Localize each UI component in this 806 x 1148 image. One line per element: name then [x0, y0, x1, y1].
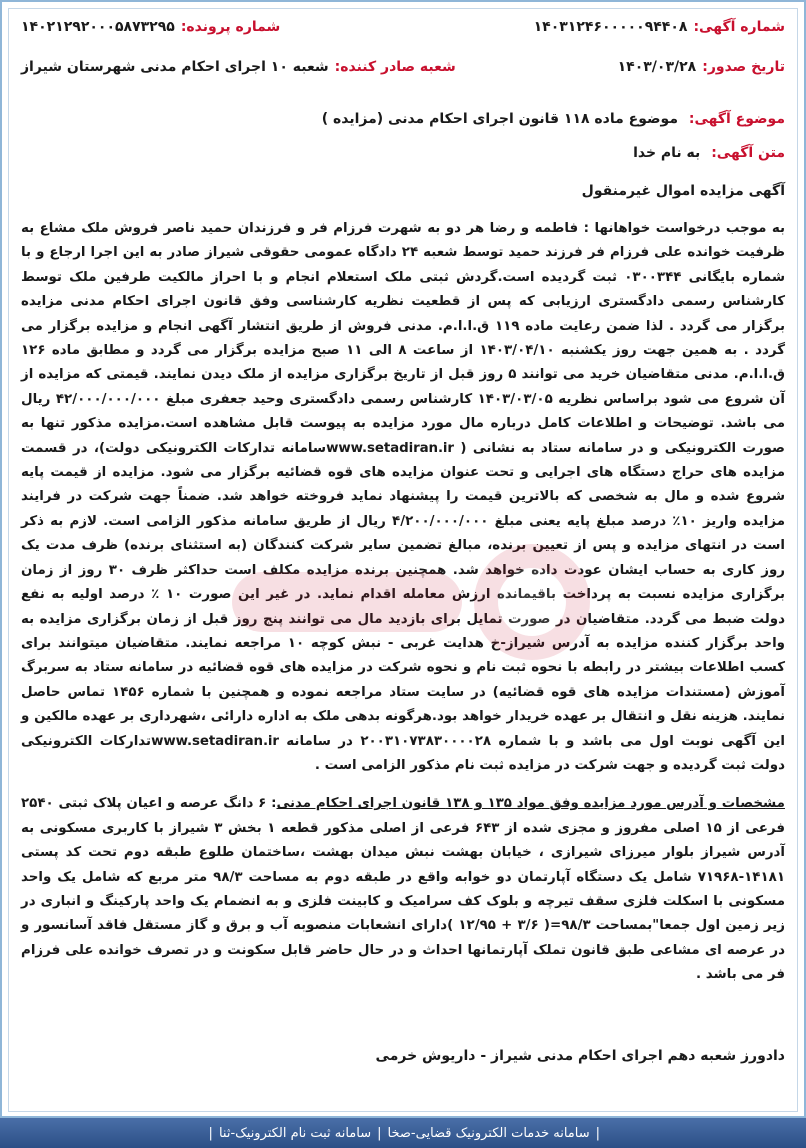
case-number-value: ۱۴۰۲۱۲۹۲۰۰۰۵۸۷۳۲۹۵	[21, 19, 175, 35]
subject-row	[21, 109, 785, 129]
property-spec-heading: مشخصات و آدرس مورد مزایده وفق مواد ۱۳۵ و ۱۳۸ قانون اجرای احکام مدنی	[276, 796, 785, 812]
issuer-label: شعبه صادر کننده:	[334, 59, 456, 75]
case-number	[21, 19, 280, 35]
issuer-value: شعبه ۱۰ اجرای احکام مدنی شهرستان شیراز	[21, 59, 329, 75]
footer-separator: |	[377, 1125, 382, 1141]
header-row-2	[21, 59, 785, 99]
property-spec	[21, 792, 785, 987]
text-intro-label: متن آگهی:	[711, 145, 785, 161]
header-row-1	[21, 19, 785, 59]
notice-body: به موجب درخواست خواهانها : فاطمه و رضا هر دو به شهرت فرزام فر و فرزندان حمید ناصر فروش ملک مشاع به ظرفیت خوانده علی فرزام فر فرزند حمید توسط شعبه ۲۴ دادگاه عمومی حقوقی شیراز صادر به این اجرا ارجاع و با شماره بایگانی ۰۳۰۰۳۴۴ ثبت گردیده است.گردش ثبتی ملک استعلام انجام و با احراز مالکیت طرفین ملک توسط کارشناس رسمی دادگستری ارزیابی که پس از قطعیت نظریه کارشناسی وفق قانون اجرای احکام مدنی مزایده برگزار می گردد . لذا ضمن رعایت ماده ۱۱۹ ق.ا.ا.م. مدنی فروش از طریق انتشار آگهی انجام و مزایده برگزار می گردد . به همین جهت روز یکشنبه ۱۴۰۳/۰۴/۱۰ از ساعت ۸ الی ۱۱ صبح مزایده برگزار می گردد و مطابق ماده ۱۲۶ ق.ا.ا.م. مدنی متقاضیان خرید می توانند ۵ روز قبل از تاریخ برگزاری مزایده از ملک دیدن نمایند. قیمتی که مزایده از آن شروع می شود براساس نظریه ۱۴۰۳/۰۳/۰۵ کارشناس رسمی دادگستری وحید جعفری مبلغ ۴۲/۰۰۰/۰۰۰/۰۰۰ ریال می باشد. توضیحات و اطلاعات کامل درباره مال مورد مزایده به پیوست قابل مشاهده است.مزایده مذکور تنها به صورت الکترونیکی و در سامانه ستاد به نشانی ( www.setadiran.irسامانه تدارکات الکترونیکی دولت)، در قسمت مزایده های حراج دستگاه های اجرایی و تحت عنوان مزایده های قوه قضائیه برگزار می شود. مزایده از قیمت پایه شروع شده و مال به شخصی که بالاترین قیمت را پیشنهاد نماید فروخته خواهد شد. ضمناً جهت شرکت در فرایند مزایده واریز ۱۰٪ درصد مبلغ پایه یعنی مبلغ ۴/۲۰۰/۰۰۰/۰۰۰ ریال از طریق سامانه مذکور الزامی است. لازم به ذکر است در انتهای مزایده و پس از تعیین برنده، مبالغ تضمین سایر شرکت کنندگان (به استثنای برنده) ظرف مدت یک روز کاری به حساب ایشان عودت داده خواهد شد. همچنین برنده مزایده مکلف است حداکثر ظرف ۳۰ روز از زمان برگزاری مزایده نسبت به پرداخت باقیمانده ارزش معامله اقدام نماید. در غیر این صورت ۱۰ ٪ درصد اولیه به نفع دولت ضبط می گردد. متقاضیان در صورت تمایل برای بازدید مال می توانند پنج روز قبل از زمان برگزاری مزایده به واحد برگزار کننده مزایده به آدرس شیراز-خ هدایت غربی - نبش کوچه ۱۰ مراجعه نمایند. متقاضیان میتوانند برای کسب اطلاعات بیشتر در رابطه با نحوه ثبت نام و نحوه شرکت در مزایده های قوه قضائیه در سامانه ستاد به سربرگ آموزش (مستندات مزایده های قوه قضائیه) در سایت ستاد مراجعه نموده و همچنین با شماره ۱۴۵۶ تماس حاصل نمایند. هزینه نقل و انتقال بر عهده خریدار خواهد بود.هرگونه بدهی ملک به اداره دارائی ،شهرداری بر عهده مالکین و این آگهی نوبت اول می باشد و با شماره ۲۰۰۳۱۰۷۳۸۳۰۰۰۰۲۸ در سامانه www.setadiran.irتدارکات الکترونیکی دولت ثبت گردیده و جهت شرکت در مزایده ثبت نام مذکور الزامی است .	[21, 221, 786, 773]
signature: دادورز شعبه دهم اجرای احکام مدنی شیراز - داریوش خرمی	[375, 1047, 785, 1064]
notice-page	[8, 8, 798, 1112]
notice-title: آگهی مزایده اموال غیرمنقول	[581, 183, 785, 199]
text-intro-row	[21, 143, 785, 163]
notice-number	[534, 19, 785, 35]
case-number-label: شماره پرونده:	[180, 19, 281, 35]
subject-value: موضوع ماده ۱۱۸ قانون اجرای احکام مدنی (مزایده )	[321, 111, 678, 127]
sana-link[interactable]: سامانه ثبت نام الکترونیک-ثنا	[218, 1125, 372, 1141]
footer-bar	[0, 1118, 806, 1148]
issuer	[21, 59, 456, 75]
notice-number-value: ۱۴۰۳۱۲۴۶۰۰۰۰۰۹۴۴۰۸	[533, 19, 688, 35]
text-intro-value: به نام خدا	[633, 145, 701, 161]
footer-separator: |	[208, 1125, 213, 1141]
sakha-link[interactable]: سامانه خدمات الکترونیک قضایی-صخا	[387, 1125, 590, 1141]
issue-date-label: تاریخ صدور:	[702, 59, 785, 75]
subject-label: موضوع آگهی:	[688, 111, 785, 127]
issue-date-value: ۱۴۰۳/۰۳/۲۸	[617, 59, 697, 75]
notice-number-label: شماره آگهی:	[693, 19, 785, 35]
footer-separator: |	[595, 1125, 600, 1141]
property-spec-text: : ۶ دانگ عرصه و اعیان پلاک ثبتی ۲۵۴۰ فرعی از ۱۵ اصلی مفروز و مجزی شده از ۶۴۳ فرعی از اصلی مذکور قطعه ۱ بخش ۳ شیراز با کاربری مسکونی به آدرس شیراز بلوار میرزای شیرازی ، خیابان بهشت نبش میدان بهشت ،ساختمان طلوع طبقه دوم تحت کد پستی ۱۴۱۸۱-۷۱۹۶۸ شامل یک دستگاه آپارتمان دو خوابه واقع در طبقه دوم به مساحت ۹۸/۳ متر مربع که شامل یک واحد مسکونی با اسکلت فلزی سقف تیرچه و بلوک کف سرامیک و کابینت فلزی و به انضمام یک واحد پارکینگ و انباری در زیر زمین اول جمعا"بمساحت ۹۸/۳=( ۳/۶ + ۱۲/۹۵ )دارای انشعابات منصوبه آب و برق و گاز مستقل فاقد آسانسور و در عرصه ای مشاعی طبق قانون تملک آپارتمانها احداث و در حال حاضر قابل سکونت و در تصرف خوانده علی فرزام فر می باشد .	[21, 796, 786, 983]
issue-date	[618, 59, 785, 75]
